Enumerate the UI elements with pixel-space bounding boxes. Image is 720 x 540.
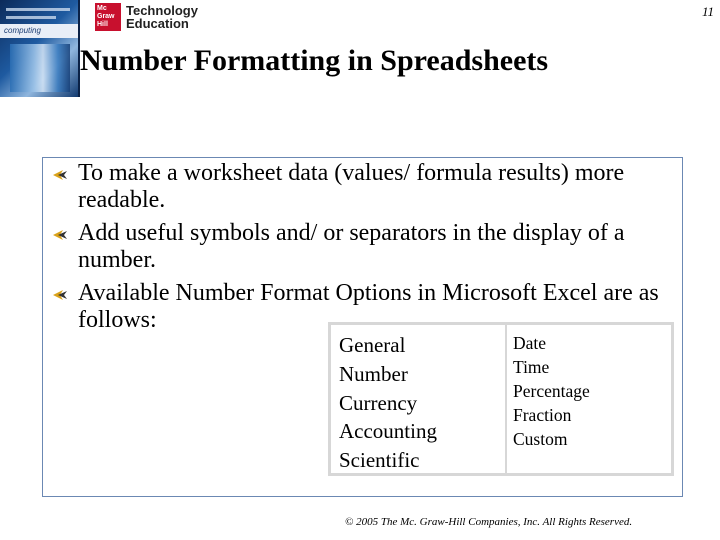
format-option: Custom [513, 429, 568, 449]
format-column-right [507, 325, 671, 473]
bullet-item [52, 220, 682, 274]
format-option: Percentage [513, 381, 590, 401]
mcgraw-hill-logo-mark [95, 3, 121, 31]
publisher-logo [95, 2, 198, 32]
format-option: Scientific [339, 448, 420, 473]
logo-text-line: Technology [126, 3, 198, 18]
format-option: General [339, 333, 406, 357]
logo-text-line: Education [126, 16, 189, 31]
bullet-text: To make a worksheet data (values/ formula results) more readable. [78, 160, 625, 213]
logo-text [126, 4, 198, 30]
format-option: Time [513, 357, 550, 377]
format-option: Date [513, 333, 547, 353]
logo-mark-line: Mc [97, 5, 107, 12]
slide-title: Number Formatting in Spreadsheets [80, 44, 549, 77]
format-option: Accounting [339, 419, 437, 444]
logo-mark-line: Graw [97, 13, 115, 20]
arrow-bullet-icon [52, 228, 68, 242]
format-option: Fraction [513, 405, 572, 425]
copyright-footer: © 2005 The Mc. Graw-Hill Companies, Inc. All Rights Reserved. [345, 516, 633, 528]
bullet-item [52, 160, 682, 214]
book-cover-image [0, 0, 80, 97]
arrow-bullet-icon [52, 168, 68, 182]
format-column-left [331, 325, 507, 473]
book-cover-text: computing [4, 26, 41, 35]
bullet-text: Available Number Format Options in Microsoft Excel are as follows: [78, 280, 659, 333]
bullet-text: Add useful symbols and/ or separators in the display of a number. [78, 220, 625, 273]
arrow-bullet-icon [52, 288, 68, 302]
format-option: Currency [339, 390, 418, 415]
page-number: 11 [701, 4, 714, 19]
number-format-options-table [328, 322, 674, 476]
logo-mark-line: Hill [97, 21, 108, 28]
format-option: Number [339, 361, 408, 386]
bullet-list [52, 160, 682, 340]
